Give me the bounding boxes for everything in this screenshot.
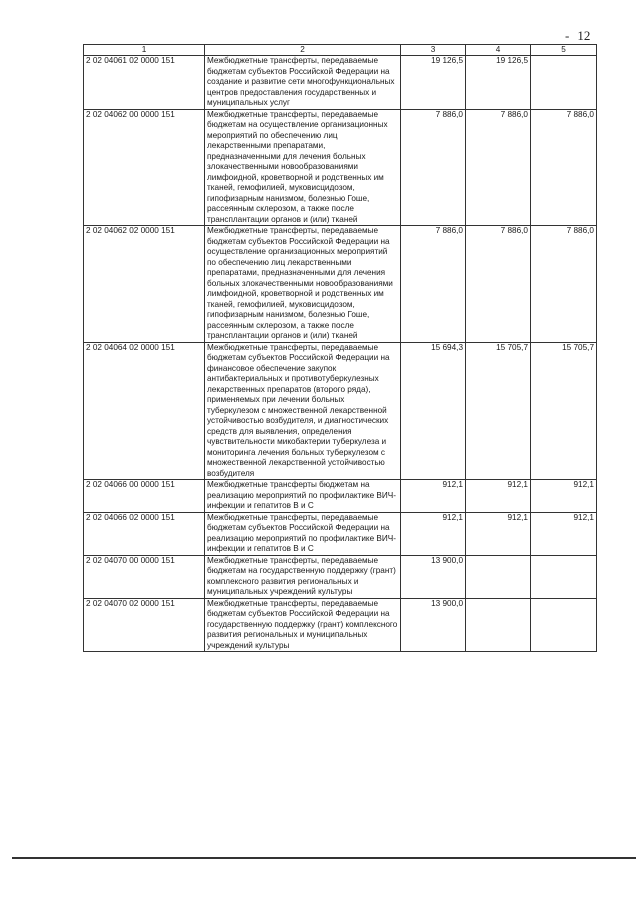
row-col3: 19 126,5 (401, 56, 466, 110)
row-col5 (531, 555, 597, 598)
row-col4 (466, 555, 531, 598)
row-name: Межбюджетные трансферты, передаваемые бюджетам субъектов Российской Федерации на реализацию мероприятий по профилактике ВИЧ-инфекции и гепатитов В и С (205, 512, 401, 555)
table-row (84, 555, 597, 598)
row-name: Межбюджетные трансферты бюджетам на реализацию мероприятий по профилактике ВИЧ-инфекции и гепатитов В и С (205, 480, 401, 513)
row-col5: 912,1 (531, 480, 597, 513)
row-code: 2 02 04062 02 0000 151 (84, 226, 205, 343)
row-col3: 13 900,0 (401, 555, 466, 598)
header-col-1: 1 (84, 45, 205, 56)
table-row (84, 342, 597, 480)
row-col4: 912,1 (466, 512, 531, 555)
row-name: Межбюджетные трансферты, передаваемые бюджетам субъектов Российской Федерации на осуществление организационных мероприятий по обеспечению лиц лекарственными препаратами, предназначенными для лечения больных злокачественными новообразованиями лимфоидной, кроветворной и родственных им тканей, гемофилией, муковисцидозом, гипофизарным нанизмом, болезнью Гоше, рассеянным склерозом, а также после трансплантации органов и (или) тканей (205, 226, 401, 343)
header-col-2: 2 (205, 45, 401, 56)
row-col3: 912,1 (401, 512, 466, 555)
row-col3: 7 886,0 (401, 109, 466, 226)
row-col4: 19 126,5 (466, 56, 531, 110)
row-code: 2 02 04061 02 0000 151 (84, 56, 205, 110)
page-number (565, 28, 605, 44)
table-row (84, 109, 597, 226)
row-col3: 13 900,0 (401, 598, 466, 652)
row-code: 2 02 04066 02 0000 151 (84, 512, 205, 555)
row-col5 (531, 598, 597, 652)
row-col3: 7 886,0 (401, 226, 466, 343)
row-col5: 7 886,0 (531, 226, 597, 343)
budget-table (83, 44, 597, 652)
row-col4: 7 886,0 (466, 226, 531, 343)
row-code: 2 02 04064 02 0000 151 (84, 342, 205, 480)
table-header-row (84, 45, 597, 56)
header-col-5: 5 (531, 45, 597, 56)
row-col3: 912,1 (401, 480, 466, 513)
row-code: 2 02 04062 00 0000 151 (84, 109, 205, 226)
page-number-prefix: - (565, 28, 570, 43)
header-col-3: 3 (401, 45, 466, 56)
row-col4: 912,1 (466, 480, 531, 513)
row-col4: 7 886,0 (466, 109, 531, 226)
table-row (84, 56, 597, 110)
row-col5 (531, 56, 597, 110)
table-row (84, 598, 597, 652)
row-name: Межбюджетные трансферты, передаваемые бюджетам на осуществление организационных мероприятий по обеспечению лиц лекарственными препаратами, предназначенными для лечения больных злокачественными новообразованиями лимфоидной, кроветворной и родственных им тканей, гемофилией, муковисцидозом, гипофизарным нанизмом, болезнью Гоше, рассеянным склерозом, а также после трансплантации органов и (или) тканей (205, 109, 401, 226)
table-row (84, 226, 597, 343)
table-row (84, 480, 597, 513)
row-code: 2 02 04070 02 0000 151 (84, 598, 205, 652)
row-name: Межбюджетные трансферты, передаваемые бюджетам субъектов Российской Федерации на финансовое обеспечение закупок антибактериальных и противотуберкулезных лекарственных препаратов (второго ряда), применяемых при лечении больных туберкулезом с множественной лекарственной устойчивостью возбудителя, и диагностических средств для выявления, определения чувствительности микобактерии туберкулеза и мониторинга лечения больных туберкулезом с множественной лекарственной устойчивостью возбудителя (205, 342, 401, 480)
row-code: 2 02 04066 00 0000 151 (84, 480, 205, 513)
page-number-value: 12 (577, 28, 591, 43)
row-col5: 7 886,0 (531, 109, 597, 226)
row-col3: 15 694,3 (401, 342, 466, 480)
row-name: Межбюджетные трансферты, передаваемые бюджетам на государственную поддержку (грант) комплексного развития региональных и муниципальных учреждений культуры (205, 555, 401, 598)
row-code: 2 02 04070 00 0000 151 (84, 555, 205, 598)
row-col4: 15 705,7 (466, 342, 531, 480)
header-col-4: 4 (466, 45, 531, 56)
table-row (84, 512, 597, 555)
row-name: Межбюджетные трансферты, передаваемые бюджетам субъектов Российской Федерации на создание и развитие сети многофункциональных центров предоставления государственных и муниципальных услуг (205, 56, 401, 110)
bottom-rule (12, 857, 636, 859)
row-col5: 912,1 (531, 512, 597, 555)
row-name: Межбюджетные трансферты, передаваемые бюджетам субъектов Российской Федерации на государственную поддержку (грант) комплексного развития региональных и муниципальных учреждений культуры (205, 598, 401, 652)
row-col4 (466, 598, 531, 652)
row-col5: 15 705,7 (531, 342, 597, 480)
